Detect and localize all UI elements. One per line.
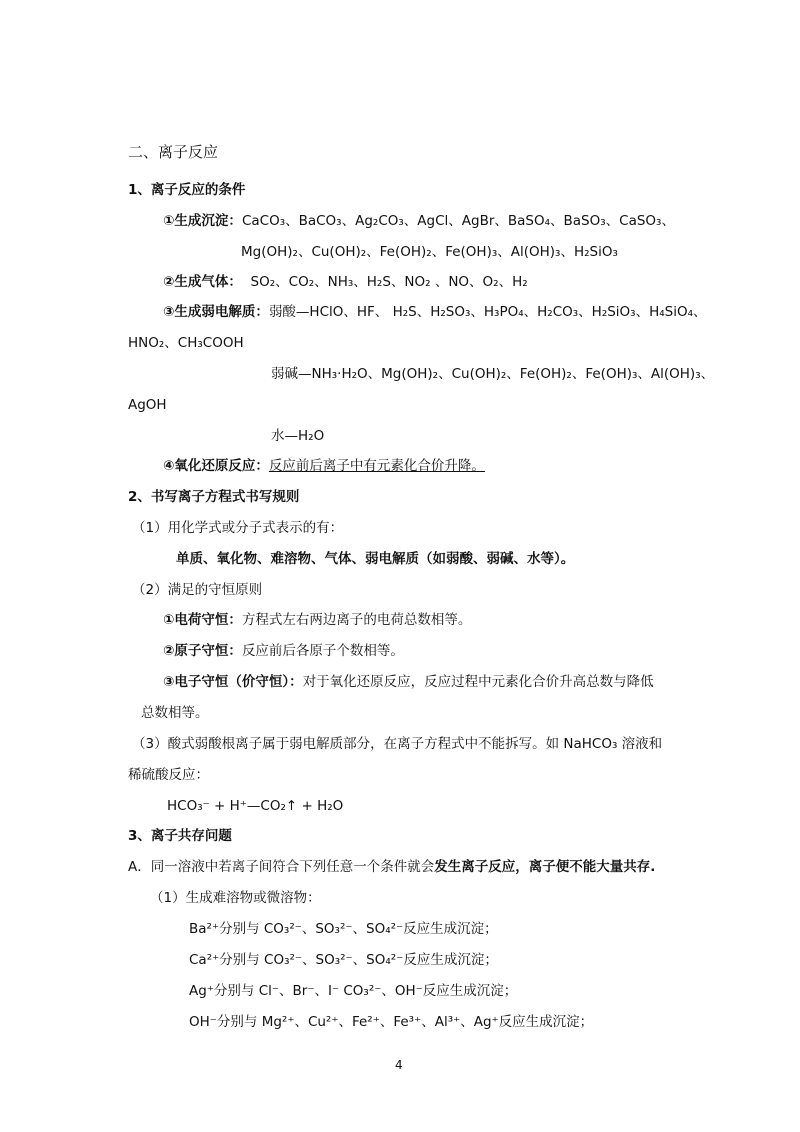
list-item: Ca²⁺分别与 CO₃²⁻、SO₃²⁻、SO₄²⁻反应生成沉淀；: [189, 952, 498, 968]
list-item: Ba²⁺分别与 CO₃²⁻、SO₃²⁻、SO₄²⁻反应生成沉淀；: [189, 921, 498, 937]
heading-ionic-equation-rules: 2、书写离子方程式书写规则: [128, 489, 300, 505]
rule-3: （3）酸式弱酸根离子属于弱电解质部分，在离子方程式中不能拆写。如 NaHCO₃ 溶液和: [132, 736, 663, 752]
conservation-atom-text: 反应前后各原子个数相等。: [241, 643, 404, 659]
coexistence-rule-a-text: A．同一溶液中若离子间符合下列任意一个条件就会: [128, 859, 435, 875]
conservation-atom: [163, 641, 404, 661]
condition-weak-electrolyte-label: ③生成弱电解质：: [163, 304, 269, 320]
condition-gas-label: ②生成气体：: [163, 274, 242, 290]
page-number: 4: [395, 1058, 403, 1072]
weak-acids-cont: HNO₂、CH₃COOH: [128, 335, 244, 351]
condition-gas-items: SO₂、CO₂、NH₃、H₂S、NO₂ 、NO、O₂、H₂: [250, 274, 528, 290]
rule-1: （1）用化学式或分子式表示的有：: [132, 520, 344, 536]
condition-gas: [163, 272, 528, 292]
conservation-electron-cont: 总数相等。: [141, 705, 209, 721]
section-title: 二、离子反应: [128, 143, 219, 161]
conservation-atom-label: ②原子守恒：: [163, 643, 242, 659]
conservation-charge: [163, 610, 471, 630]
conservation-electron: [163, 672, 654, 692]
conservation-electron-label: ③电子守恒（价守恒）：: [163, 674, 303, 690]
condition-redox: [163, 456, 485, 476]
coexistence-rule-a-bold: 发生离子反应，离子便不能大量共存.: [434, 859, 656, 875]
weak-acids: 弱酸—HClO、HF、 H₂S、H₂SO₃、H₃PO₄、H₂CO₃、H₂SiO₃、H₄SiO₄、: [268, 304, 707, 320]
weak-bases-cont: AgOH: [128, 397, 167, 413]
rule-3-cont: 稀硫酸反应：: [128, 767, 209, 783]
condition-redox-text: 反应前后离子中有元素化合价升降。: [268, 458, 485, 474]
condition-precipitate-label: ①生成沉淀：: [163, 213, 242, 229]
ionic-equation: HCO₃⁻ + H⁺—CO₂↑ + H₂O: [167, 798, 344, 814]
conservation-charge-text: 方程式左右两边离子的电荷总数相等。: [241, 612, 472, 628]
condition-precipitate: [163, 211, 675, 231]
heading-ion-coexistence: 3、离子共存问题: [128, 828, 232, 844]
rule-2: （2）满足的守恒原则: [132, 582, 263, 598]
coexistence-rule-a: [128, 857, 655, 877]
list-item: Ag⁺分别与 Cl⁻、Br⁻、I⁻ CO₃²⁻、OH⁻反应生成沉淀；: [189, 983, 518, 999]
coexistence-q1: （1）生成难溶物或微溶物：: [150, 890, 321, 906]
weak-bases: 弱碱—NH₃·H₂O、Mg(OH)₂、Cu(OH)₂、Fe(OH)₂、Fe(OH)₃、Al(OH)₃、: [271, 366, 715, 382]
conservation-charge-label: ①电荷守恒：: [163, 612, 242, 628]
condition-precipitate-items: CaCO₃、BaCO₃、Ag₂CO₃、AgCl、AgBr、BaSO₄、BaSO₃、CaSO₃、: [241, 213, 675, 229]
condition-redox-label: ④氧化还原反应：: [163, 458, 269, 474]
condition-weak-electrolyte: [163, 302, 707, 322]
heading-ion-reaction-conditions: 1、离子反应的条件: [128, 182, 246, 198]
water: 水—H₂O: [271, 428, 325, 444]
condition-precipitate-items-cont: Mg(OH)₂、Cu(OH)₂、Fe(OH)₂、Fe(OH)₃、Al(OH)₃、H₂SiO₃: [241, 244, 618, 260]
list-item: OH⁻分别与 Mg²⁺、Cu²⁺、Fe²⁺、Fe³⁺、Al³⁺、Ag⁺反应生成沉淀；: [189, 1014, 594, 1030]
conservation-electron-text: 对于氧化还原反应，反应过程中元素化合价升高总数与降低: [302, 674, 654, 690]
rule-1-detail: 单质、氧化物、难溶物、气体、弱电解质（如弱酸、弱碱、水等）。: [176, 551, 575, 567]
